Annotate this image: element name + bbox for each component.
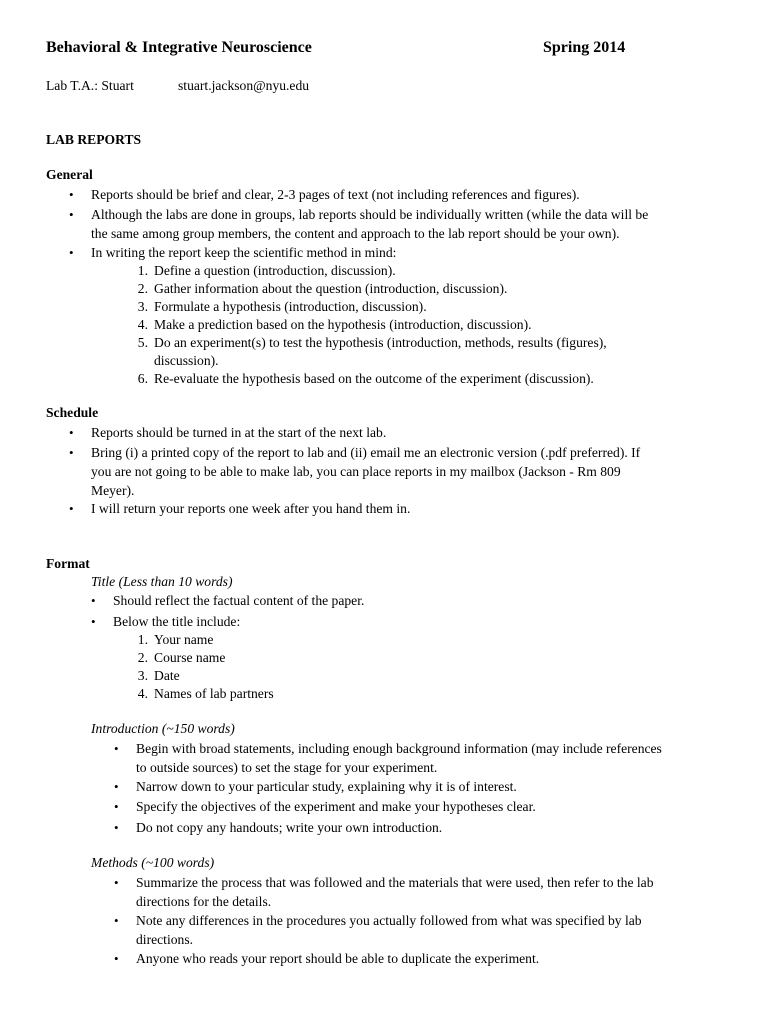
title-item: Date [154, 668, 180, 683]
intro-bullet-4: • Do not copy any handouts; write your own introduction. [136, 819, 442, 836]
step-item: Formulate a hypothesis (introduction, discussion). [154, 299, 427, 314]
intro-bullet-1-line-2: to outside sources) to set the stage for your experiment. [136, 760, 438, 775]
step-item: Gather information about the question (introduction, discussion). [154, 281, 508, 296]
methods-bullet-2-line-1: • Note any differences in the procedures you actually followed from what was specified by lab [136, 912, 642, 929]
subheading-methods: Methods (~100 words) [91, 855, 215, 870]
general-bullet-1: • Reports should be brief and clear, 2-3 pages of text (not including references and figures). [91, 186, 580, 203]
step-item: Define a question (introduction, discussion). [154, 263, 396, 278]
step-number: 2. [137, 281, 148, 296]
intro-bullet-2: • Narrow down to your particular study, explaining why it is of interest. [136, 778, 517, 795]
schedule-bullet-1: • Reports should be turned in at the start of the next lab. [91, 424, 386, 441]
step-item-continued: discussion). [154, 353, 219, 368]
schedule-bullet-2-line-3: Meyer). [91, 483, 135, 498]
methods-bullet-1-line-1: • Summarize the process that was followed and the materials that were used, then refer to the lab [136, 874, 654, 891]
step-number: 3. [137, 299, 148, 314]
step-number: 5. [137, 335, 148, 350]
subheading-title: Title (Less than 10 words) [91, 574, 233, 589]
term-label: Spring 2014 [543, 39, 626, 56]
methods-bullet-1-line-2: directions for the details. [136, 894, 272, 909]
ta-label: Lab T.A.: Stuart [46, 78, 134, 93]
title-bullet-1: • Should reflect the factual content of the paper. [113, 592, 364, 609]
title-item-number: 3. [137, 668, 148, 683]
title-item: Names of lab partners [154, 686, 274, 701]
section-heading-schedule: Schedule [46, 405, 99, 420]
section-heading-general: General [46, 167, 93, 182]
title-item: Your name [154, 632, 214, 647]
title-item-number: 1. [137, 632, 148, 647]
step-number: 6. [137, 371, 148, 386]
title-item: Course name [154, 650, 226, 665]
subheading-introduction: Introduction (~150 words) [91, 721, 235, 736]
title-item-number: 2. [137, 650, 148, 665]
intro-bullet-3: • Specify the objectives of the experiment and make your hypotheses clear. [136, 798, 536, 815]
step-number: 4. [137, 317, 148, 332]
title-bullet-2: • Below the title include: [113, 613, 240, 630]
title-item-number: 4. [137, 686, 148, 701]
schedule-bullet-2-line-2: you are not going to be able to make lab, you can place reports in my mailbox (Jackson - Rm 809 [91, 464, 621, 479]
methods-bullet-2-line-2: directions. [136, 932, 194, 947]
step-item: Re-evaluate the hypothesis based on the outcome of the experiment (discussion). [154, 371, 594, 386]
document-title: LAB REPORTS [46, 132, 142, 147]
ta-email: stuart.jackson@nyu.edu [178, 78, 310, 93]
step-number: 1. [137, 263, 148, 278]
schedule-bullet-3: • I will return your reports one week after you hand them in. [91, 500, 410, 517]
general-bullet-2-line-1: • Although the labs are done in groups, lab reports should be individually written (while the data will be [91, 206, 648, 223]
schedule-bullet-2-line-1: • Bring (i) a printed copy of the report to lab and (ii) email me an electronic version (.pdf preferred). If [91, 444, 640, 461]
step-item: Make a prediction based on the hypothesis (introduction, discussion). [154, 317, 532, 332]
course-title: Behavioral & Integrative Neuroscience [46, 39, 312, 56]
step-item: Do an experiment(s) to test the hypothesis (introduction, methods, results (figures), [154, 335, 607, 350]
general-bullet-2-line-2: the same among group members, the content and approach to the lab report should be your own). [91, 226, 620, 241]
intro-bullet-1-line-1: • Begin with broad statements, including enough background information (may include references [136, 740, 662, 757]
general-bullet-3: • In writing the report keep the scientific method in mind: [91, 244, 396, 261]
methods-bullet-3: • Anyone who reads your report should be able to duplicate the experiment. [136, 950, 539, 967]
section-heading-format: Format [46, 556, 90, 571]
